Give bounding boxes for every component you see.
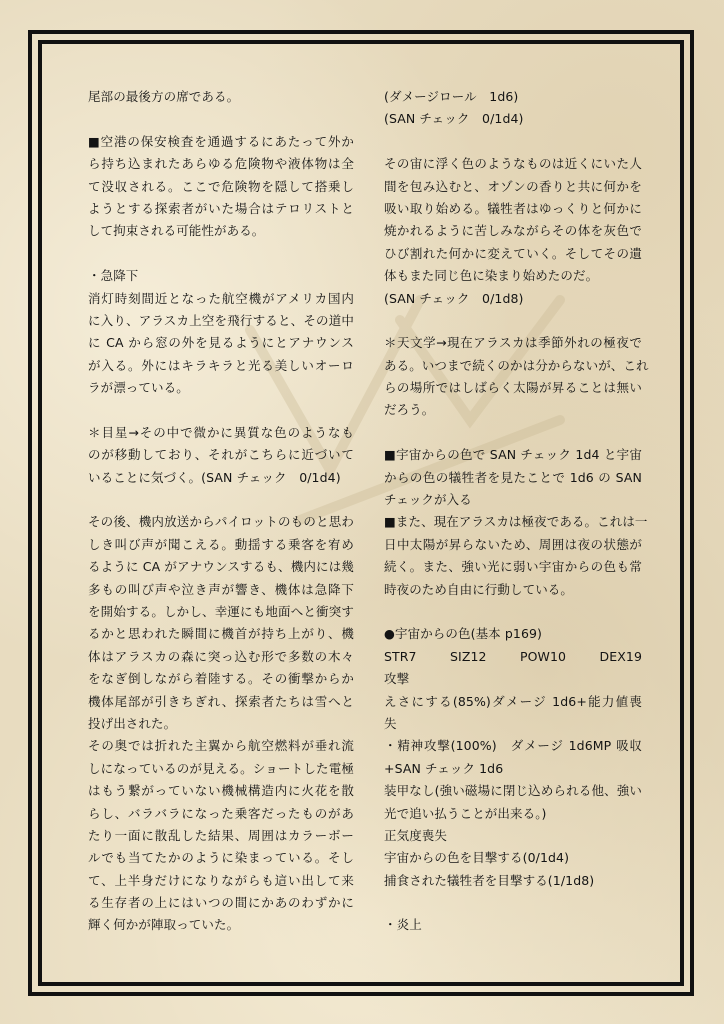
paragraph-gap: [384, 310, 642, 332]
text-line: ルでも当てたかのように染まっている。そし: [88, 850, 354, 866]
paragraph-gap: [88, 243, 354, 265]
paragraph-gap: [88, 489, 354, 511]
text-line: 体もまた同じ色に染まり始めたのだ。: [384, 268, 599, 284]
text-line: +SAN チェック 1d6: [384, 760, 504, 776]
text-line: 尾部の最後方の席である。: [88, 89, 240, 104]
text-line: ■宇宙からの色で SAN チェック 1d4 と宇宙: [384, 447, 642, 463]
text-line: 宇宙からの色を目撃する(0/1d4): [384, 850, 570, 866]
text-line: ひび割れた何かに変えていく。そしてその遺: [384, 245, 642, 261]
text-line: ●宇宙からの色(基本 p169): [384, 626, 543, 642]
text-line: ・炎上: [384, 917, 422, 933]
text-line: をなぎ倒しながら着陸する。その衝撃からか: [88, 671, 354, 687]
text-line: (SAN チェック 0/1d4): [384, 111, 524, 127]
text-line: る生存者の上にはいつの間にかあのわずかに: [88, 895, 354, 911]
text-line: (SAN チェック 0/1d8): [384, 290, 524, 306]
text-line: 消灯時刻間近となった航空機がアメリカ国内: [88, 290, 354, 306]
text-line: 攻撃: [384, 671, 410, 687]
text-line: 間を包み込むと、オゾンの香りと共に何かを: [384, 178, 642, 194]
paragraph-gap: [384, 892, 642, 914]
text-line: 多もの叫び声や泣き声が響き、機体は急降下: [88, 581, 354, 597]
text-line: に CA から窓の外を見るようにとアナウンス: [88, 335, 354, 351]
text-line: その奥では折れた主翼から航空燃料が垂れ流: [88, 738, 354, 754]
text-line: チェックが入る: [384, 492, 472, 508]
text-line: しになっているのが見える。ショートした電極: [88, 760, 354, 776]
text-line: に入り、アラスカ上空を飛行すると、その道中: [88, 312, 354, 328]
text-line: 焼かれるように苦しみながらその体を灰色で: [384, 223, 642, 239]
text-line: ・精神攻撃(100%) ダメージ 1d6MP 吸収: [384, 738, 642, 754]
text-line: るように CA がアナウンスするも、機内には幾: [88, 559, 354, 575]
text-line: 続く。また、強い光に弱い宇宙からの色も常: [384, 559, 642, 575]
text-line: 時夜のため自由に行動している。: [384, 581, 574, 597]
text-line: その宙に浮く色のようなものは近くにいた人: [384, 156, 642, 172]
text-line: はもう繋がっていない機械構造内に火花を散: [88, 783, 354, 799]
text-line: からの色の犠牲者を見たことで 1d6 の SAN: [384, 469, 642, 485]
right-text-column: [384, 86, 649, 937]
paragraph-gap: [384, 422, 642, 444]
text-line: るかと思われた瞬間に機首が持ち上がり、機: [88, 626, 354, 642]
text-line: 捕食された犠牲者を目撃する(1/1d8): [384, 872, 595, 888]
text-line: STR7 SIZ12 POW10 DEX19: [384, 648, 642, 664]
text-line: 体はアラスカの森に突っ込む形で多数の木々: [88, 648, 354, 664]
text-line: その後、機内放送からパイロットのものと思わ: [88, 514, 354, 530]
text-line: ＊目星→その中で微かに異質な色のようなも: [88, 424, 354, 440]
text-line: らの場所ではしばらく太陽が昇ることは無い: [384, 380, 642, 396]
text-line: だろう。: [384, 402, 435, 418]
text-line: えさにする(85%)ダメージ 1d6+能力値喪: [384, 693, 642, 709]
text-line: ・急降下: [88, 268, 139, 284]
text-line: ■また、現在アラスカは極夜である。これは一: [384, 514, 648, 530]
text-line: を開始する。しかし、幸運にも地面へと衝突す: [88, 603, 354, 619]
text-line: て、上半身だけになりながらも這い出して来: [88, 872, 354, 888]
text-line: ラが漂っている。: [88, 380, 189, 396]
text-line: ＊天文学→現在アラスカは季節外れの極夜で: [384, 335, 642, 351]
text-line: 装甲なし(強い磁場に閉じ込められる他、強い: [384, 783, 642, 799]
text-line: らし、バラバラになった乗客だったものがあ: [88, 805, 354, 821]
text-line: 吸い取り始める。犠牲者はゆっくりと何かに: [384, 200, 642, 216]
paragraph-gap: [384, 601, 642, 623]
paragraph-gap: [88, 399, 354, 421]
text-line: しき叫び声が聞こえる。動揺する乗客を宥め: [88, 536, 354, 552]
left-text-column: [88, 86, 354, 937]
paragraph-gap: [384, 131, 642, 153]
text-line: たり一面に散乱した結果、周囲はカラーボー: [88, 827, 354, 843]
text-line: 光で追い払うことが出来る。): [384, 805, 547, 821]
text-line: が入る。外にはキラキラと光る美しいオーロ: [88, 357, 354, 373]
text-line: して拘束される可能性がある。: [88, 223, 265, 239]
paragraph-gap: [88, 108, 354, 130]
text-line: 失: [384, 715, 397, 731]
text-line: 日中太陽が昇らないため、周囲は夜の状態が: [384, 536, 642, 552]
text-line: のが移動しており、それがこちらに近づいて: [88, 447, 354, 463]
text-line: いることに気づく。(SAN チェック 0/1d4): [88, 469, 341, 485]
text-line: 機体尾部が引きちぎれ、探索者たちは雪へと: [88, 693, 354, 709]
text-line: ら持ち込まれたあらゆる危険物や液体物は全: [88, 156, 354, 172]
text-line: ある。いつまで続くのかは分からないが、これ: [384, 357, 649, 373]
text-line: て没収される。ここで危険物を隠して搭乗し: [88, 178, 354, 194]
text-line: ようとする探索者がいた場合はテロリストと: [88, 200, 354, 216]
text-line: ■空港の保安検査を通過するにあたって外か: [88, 133, 354, 149]
text-line: 輝く何かが陣取っていた。: [88, 917, 240, 933]
text-line: 正気度喪失: [384, 827, 448, 843]
text-line: (ダメージロール 1d6): [384, 89, 519, 104]
text-line: 投げ出された。: [88, 715, 177, 731]
